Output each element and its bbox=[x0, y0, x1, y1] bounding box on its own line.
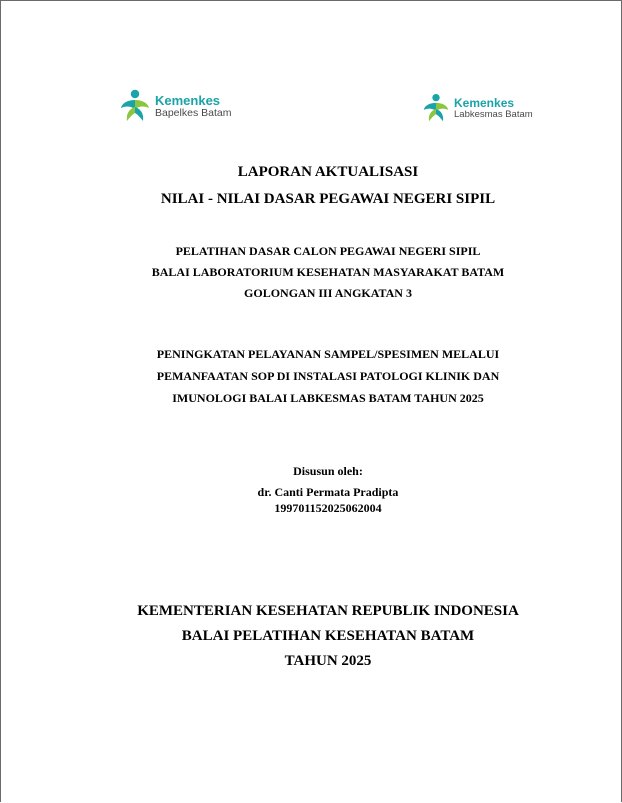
report-title-line-2: NILAI - NILAI DASAR PEGAWAI NEGERI SIPIL bbox=[160, 191, 496, 207]
logo-brand-text: Kemenkes bbox=[454, 96, 515, 111]
report-title-line-1: LAPORAN AKTUALISASI bbox=[237, 164, 419, 180]
institution-line-3: TAHUN 2025 bbox=[284, 653, 372, 669]
topic-line-1: PENINGKATAN PELAYANAN SAMPEL/SPESIMEN MELALUI bbox=[156, 347, 500, 361]
institution-line-2: BALAI PELATIHAN KESEHATAN BATAM bbox=[181, 628, 475, 644]
kemenkes-logo-icon bbox=[119, 89, 151, 125]
topic-line-3: IMUNOLOGI BALAI LABKESMAS BATAM TAHUN 2025 bbox=[172, 391, 484, 405]
training-line-3: GOLONGAN III ANGKATAN 3 bbox=[244, 286, 412, 300]
institution-line-1: KEMENTERIAN KESEHATAN REPUBLIK INDONESIA bbox=[137, 603, 519, 619]
kemenkes-labkesmas-logo bbox=[422, 93, 533, 125]
topic-line-2: PEMANFAATAN SOP DI INSTALASI PATOLOGI KLINIK DAN bbox=[156, 369, 500, 383]
author-label: Disusun oleh: bbox=[293, 464, 363, 478]
logo-brand-text: Kemenkes bbox=[155, 93, 221, 109]
kemenkes-bapelkes-logo bbox=[119, 89, 231, 125]
author-nip: 199701152025062004 bbox=[274, 501, 382, 515]
logo-sub-text: Labkesmas Batam bbox=[454, 109, 533, 121]
kemenkes-logo-icon bbox=[422, 93, 450, 125]
training-line-2: BALAI LABORATORIUM KESEHATAN MASYARAKAT BATAM bbox=[151, 265, 505, 279]
logo-sub-text: Bapelkes Batam bbox=[155, 107, 232, 120]
author-name: dr. Canti Permata Pradipta bbox=[257, 485, 399, 499]
training-line-1: PELATIHAN DASAR CALON PEGAWAI NEGERI SIPIL bbox=[175, 244, 481, 258]
